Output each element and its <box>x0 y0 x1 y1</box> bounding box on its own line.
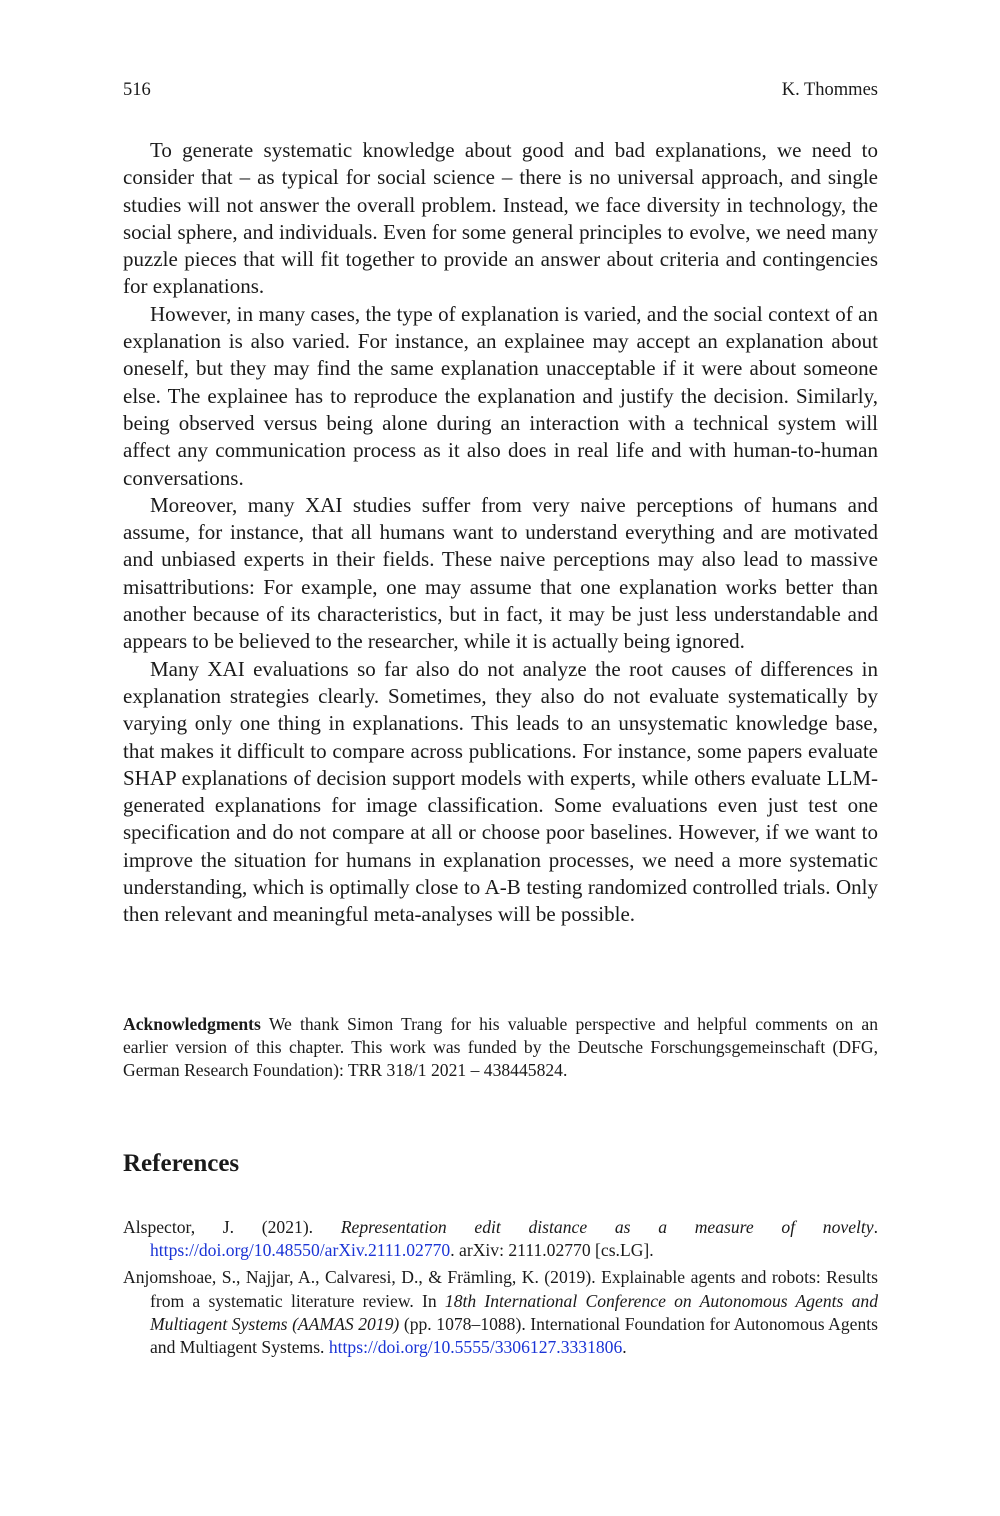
paragraph: However, in many cases, the type of explanation is varied, and the social context of an explanation is also varied. For instance, an explainee may accept an explanation about oneself, but they may find the same explanation unacceptable if it were about someone else. The explainee has to reproduce the explanation and justify the decision. Similarly, being observed versus being alone during an interaction with a technical system will affect any communication process as it also does in real life and with human-to-human conversations. <box>123 301 878 490</box>
running-header <box>123 80 878 104</box>
paragraph: Many XAI evaluations so far also do not analyze the root causes of differences in explanation strategies clearly. Sometimes, they also do not evaluate systematically by varying only one thing in explanations. This leads to an unsystematic knowledge base, that makes it difficult to compare across publications. For instance, some papers evaluate SHAP explanations of decision support models with experts, while others evaluate LLM-generated explanations for image classification. Some evaluations even just test one specification and do not compare at all or choose poor baselines. However, if we want to improve the situation for humans in explanation processes, we need a more systematic understanding, which is optimally close to A-B testing randomized controlled trials. Only then relevant and meaningful meta-analyses will be possible. <box>123 656 878 927</box>
reference-after-title: . <box>873 1217 879 1237</box>
reference-authors: Alspector, J. (2021). <box>123 1217 341 1237</box>
acknowledgments <box>123 1013 878 1082</box>
references-list <box>123 1216 878 1363</box>
reference-tail: . arXiv: 2111.02770 [cs.LG]. <box>450 1240 654 1261</box>
reference-authors: Anjomshoae, S., Najjar, A., Calvaresi, D., & Främling, K. (2019). Explainable agents and robots: Results from a systematic literature review. In <box>123 1267 878 1311</box>
paragraph: Moreover, many XAI studies suffer from very naive perceptions of humans and assume, for instance, that all humans want to understand everything and are motivated and unbiased experts in their fields. These naive perceptions may also lead to massive misattributions: For example, one may assume that one explanation works better than another because of its characteristics, but in fact, it may be just less understandable and appears to be believed to the researcher, while it is actually being ignored. <box>123 492 878 654</box>
reference-doi-link[interactable]: https://doi.org/10.48550/arXiv.2111.02770 <box>150 1240 451 1261</box>
reference-item <box>123 1216 878 1262</box>
running-author: K. Thommes <box>781 80 878 100</box>
body-text <box>123 137 878 929</box>
references-heading: References <box>123 1150 240 1177</box>
reference-title: 18th International Conference on Autonomous Agents and Multiagent Systems (AAMAS 2019) <box>150 1290 878 1334</box>
reference-title: Representation edit distance as a measure of novelty <box>340 1217 874 1237</box>
reference-tail: . <box>622 1337 627 1358</box>
paragraph: To generate systematic knowledge about good and bad explanations, we need to consider that – as typical for social science – there is no universal approach, and single studies will not answer the overall problem. Instead, we face diversity in technology, the social sphere, and individuals. Even for some general principles to evolve, we need many puzzle pieces that will fit together to provide an answer about criteria and contingencies for explanations. <box>123 138 878 299</box>
acknowledgments-text: We thank Simon Trang for his valuable perspective and helpful comments on an earlier version of this chapter. This work was funded by the Deutsche Forschungsgemeinschaft (DFG, German Research Foundation): TRR 318/1 2021 – 438445824. <box>123 1014 878 1080</box>
page-number: 516 <box>123 80 151 100</box>
reference-item <box>123 1266 878 1359</box>
acknowledgments-title: Acknowledgments <box>123 1014 261 1034</box>
reference-doi-link[interactable]: https://doi.org/10.5555/3306127.3331806 <box>328 1337 623 1358</box>
reference-after-title: (pp. 1078–1088). International Foundation for Autonomous Agents and Multiagent Systems. <box>150 1313 878 1358</box>
